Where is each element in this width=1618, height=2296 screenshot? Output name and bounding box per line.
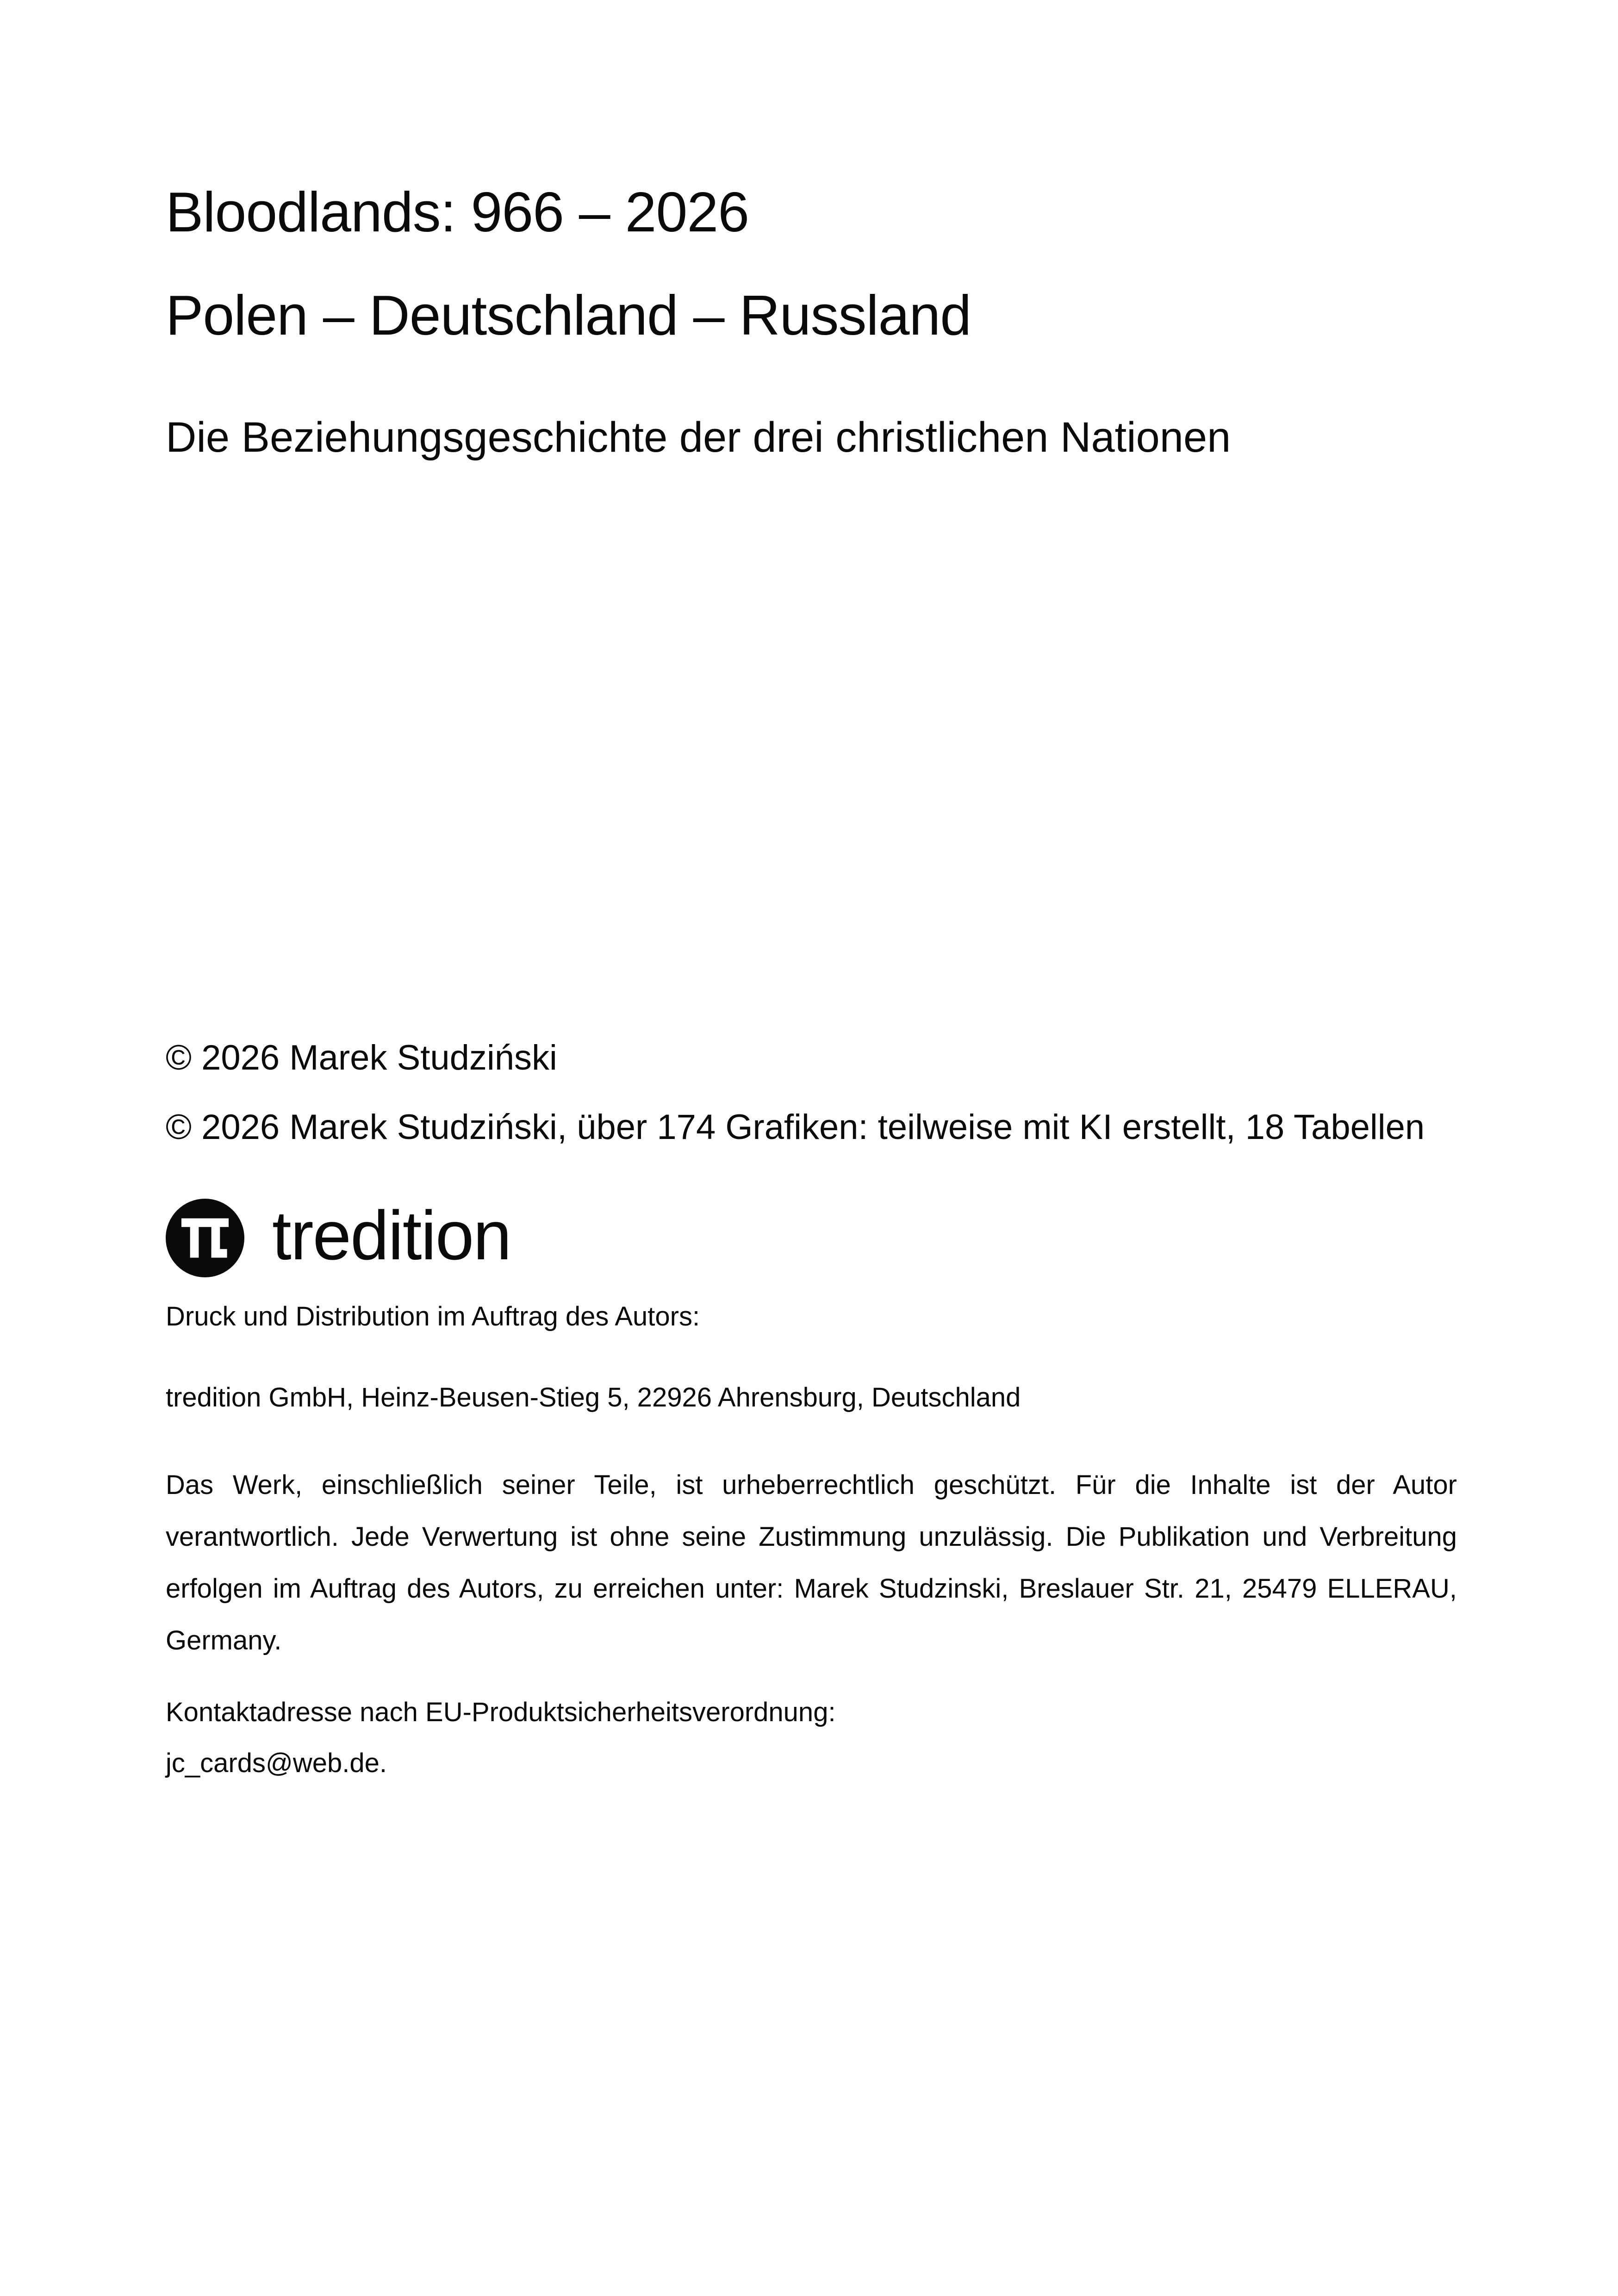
tredition-logo-text: tredition xyxy=(272,1196,511,1274)
tredition-logo-icon xyxy=(166,1199,244,1277)
copyright-line: © 2026 Marek Studziński xyxy=(166,1038,557,1077)
tredition-logo xyxy=(166,1196,511,1277)
book-title-countries: Polen – Deutschland – Russland xyxy=(166,284,971,347)
print-distribution-label: Druck und Distribution im Auftrag des Autors: xyxy=(166,1301,700,1332)
contact-email: jc_cards@web.de. xyxy=(166,1748,387,1778)
book-subtitle: Die Beziehungsgeschichte der drei christlichen Nationen xyxy=(166,414,1231,461)
legal-notice: Das Werk, einschließlich seiner Teile, ist urheberrechtlich geschützt. Für die Inhalte ist der Autor verantwortlich. Jede Verwertung ist ohne seine Zustimmung unzulässig. Die Publikation und Verbreitung erfolgen im Auftrag des Autors, zu erreichen unter: Marek Studzinski, Breslauer Str. 21, 25479 ELLERAU, Germany. xyxy=(166,1470,1457,1655)
contact-label: Kontaktadresse nach EU-Produktsicherheitsverordnung: xyxy=(166,1697,836,1727)
book-title: Bloodlands: 966 – 2026 xyxy=(166,180,749,243)
copyright-graphics-line: © 2026 Marek Studziński, über 174 Grafiken: teilweise mit KI erstellt, 18 Tabellen xyxy=(166,1108,1425,1147)
publisher-address: tredition GmbH, Heinz-Beusen-Stieg 5, 22926 Ahrensburg, Deutschland xyxy=(166,1382,1021,1412)
